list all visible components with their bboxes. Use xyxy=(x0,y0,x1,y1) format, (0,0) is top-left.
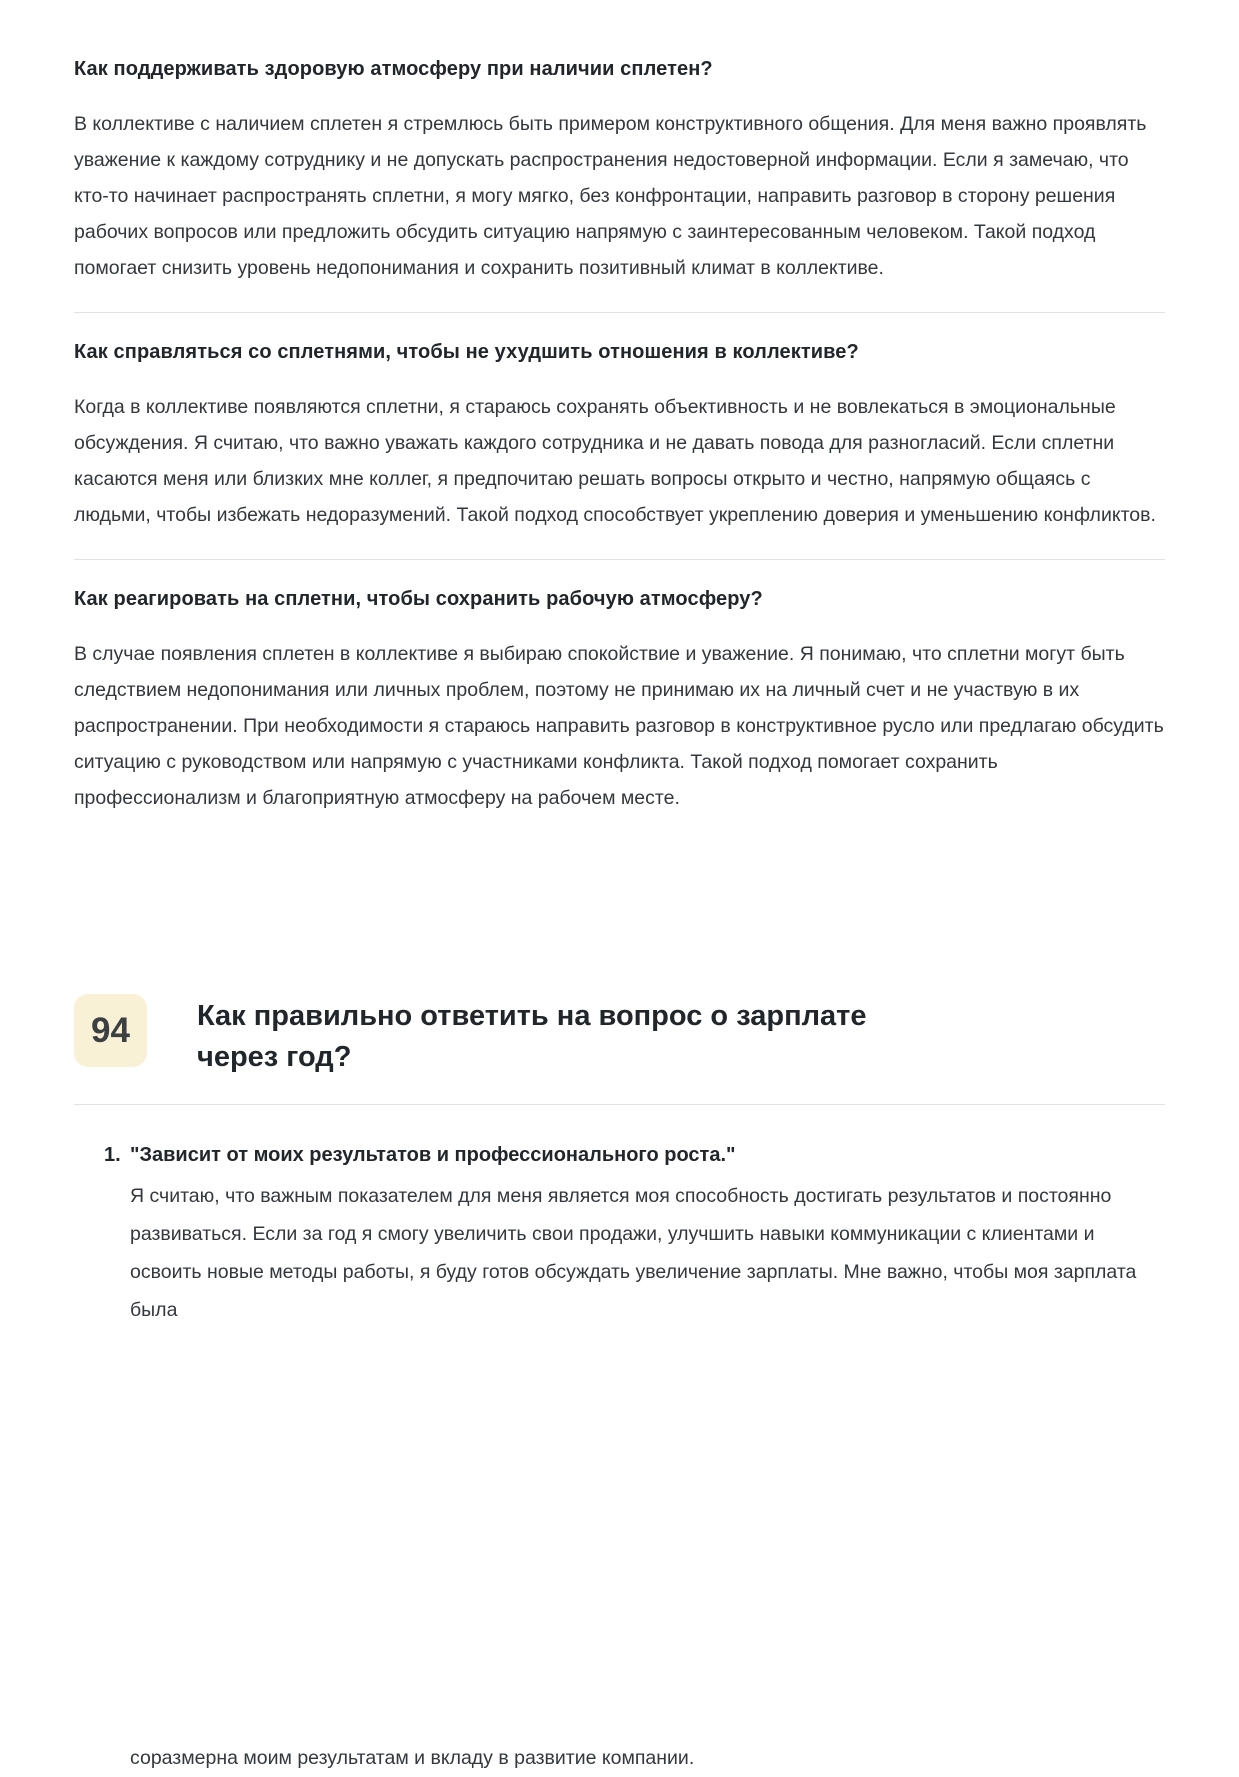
qa-heading: Как поддерживать здоровую атмосферу при наличии сплетен? xyxy=(74,58,713,80)
answers-list xyxy=(74,1141,1165,1329)
section-divider xyxy=(74,312,1165,313)
qa-body: В коллективе с наличием сплетен я стремлюсь быть примером конструктивного общения. Для меня важно проявлять уважение к каждому сотруднику и не допускать распространения недостоверной информации. Если я замечаю, что кто-то начинает распространять сплетни, я могу мягко, без конфронтации, направить разговор в сторону решения рабочих вопросов или предложить обсудить ситуацию напрямую с заинтересованным человеком. Такой подход помогает снизить уровень недопонимания и сохранить позитивный климат в коллективе. xyxy=(74,113,1147,279)
answer-item xyxy=(74,1141,1165,1329)
question-title: Как правильно ответить на вопрос о зарплате через год? xyxy=(197,1000,867,1073)
qa-section xyxy=(74,56,1165,286)
answer-body: Я считаю, что важным показателем для меня является моя способность достигать результатов и постоянно развиваться. Если за год я смогу увеличить свои продажи, улучшить навыки коммуникации с клиентами и освоить новые методы работы, я буду готов обсуждать увеличение зарплаты. Мне важно, чтобы моя зарплата была xyxy=(130,1185,1137,1321)
question-title-divider xyxy=(74,1104,1165,1105)
qa-body: В случае появления сплетен в коллективе я выбираю спокойствие и уважение. Я понимаю, что сплетни могут быть следствием недопонимания или личных проблем, поэтому не принимаю их на личный счет и не участвую в их распространении. При необходимости я стараюсь направить разговор в конструктивное русло или предлагаю обсудить ситуацию с руководством или напрямую с участниками конфликта. Такой подход помогает сохранить профессионализм и благоприятную атмосферу на рабочем месте. xyxy=(74,643,1164,809)
qa-section xyxy=(74,339,1165,533)
clipped-bottom-line: соразмерна моим результатам и вкладу в развитие компании. xyxy=(130,1747,695,1769)
answer-title: "Зависит от моих результатов и профессионального роста." xyxy=(130,1144,736,1166)
qa-heading: Как справляться со сплетнями, чтобы не ухудшить отношения в коллективе? xyxy=(74,341,859,363)
section-divider xyxy=(74,559,1165,560)
question-number-badge: 94 xyxy=(74,994,147,1067)
question-header xyxy=(74,994,1165,1078)
qa-heading: Как реагировать на сплетни, чтобы сохранить рабочую атмосферу? xyxy=(74,588,763,610)
qa-section xyxy=(74,586,1165,816)
qa-body: Когда в коллективе появляются сплетни, я стараюсь сохранять объективность и не вовлекаться в эмоциональные обсуждения. Я считаю, что важно уважать каждого сотрудника и не давать повода для разногласий. Если сплетни касаются меня или близких мне коллег, я предпочитаю решать вопросы открыто и честно, напрямую общаясь с людьми, чтобы избежать недоразумений. Такой подход способствует укреплению доверия и уменьшению конфликтов. xyxy=(74,396,1156,526)
answer-marker: 1. xyxy=(104,1144,121,1166)
